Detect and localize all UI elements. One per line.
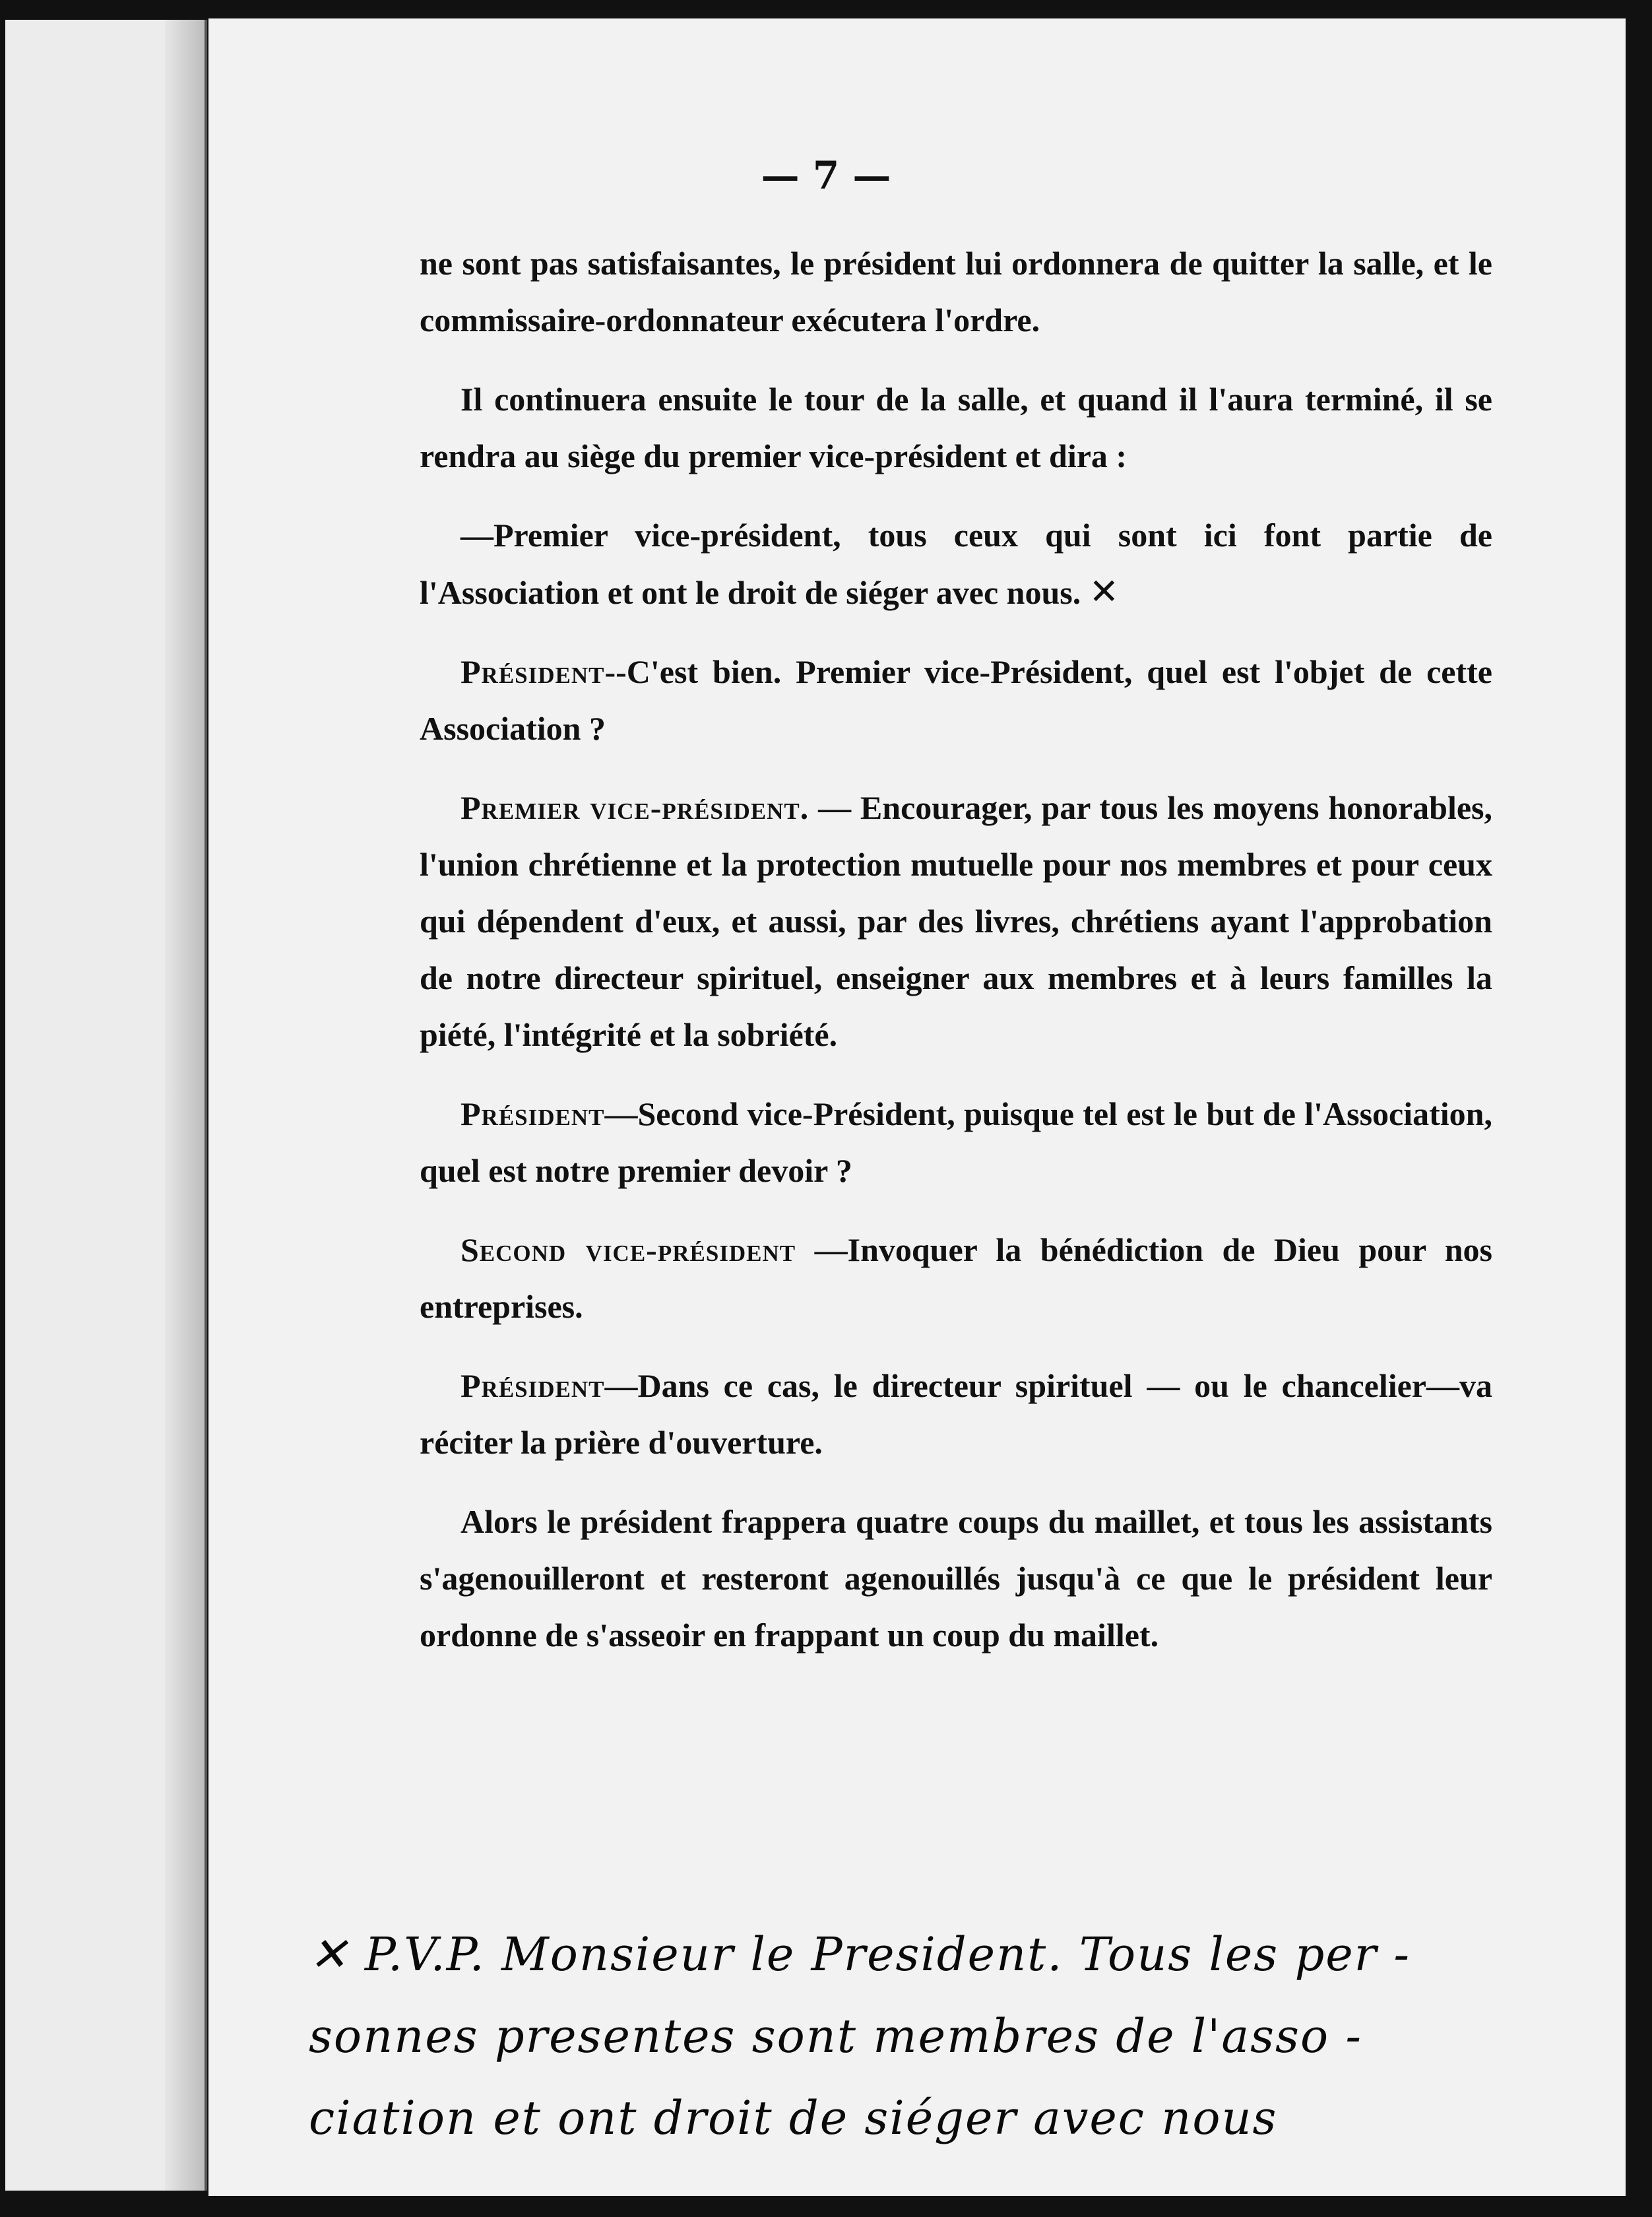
handwritten-note bbox=[309, 1913, 1549, 2159]
paragraph-3 bbox=[420, 507, 1492, 621]
handwritten-line: ✕ P.V.P. Monsieur le President. Tous les per - bbox=[309, 1927, 1411, 1981]
paragraph-text: — Encourager, par tous les moyens honorables, l'union chrétienne et la protection mutuelle pour nos membres et pour ceux qui dépendent d'eux, et aussi, par des livres, chrétiens ayant l'approbation de notre directeur spirituel, enseigner aux membres et à leurs familles la piété, l'intégrité et la sobriété. bbox=[420, 789, 1492, 1053]
paragraph-9 bbox=[420, 1493, 1492, 1663]
insertion-mark-icon: ✕ bbox=[1089, 571, 1119, 612]
paragraph-4 bbox=[420, 643, 1492, 757]
body-text bbox=[420, 235, 1492, 1686]
speaker-label: Président bbox=[461, 1367, 605, 1404]
paragraph-text: —Second vice-Président, puisque tel est le but de l'Association, quel est notre premier devoir ? bbox=[420, 1095, 1492, 1189]
paragraph-text: —Premier vice-président, tous ceux qui sont ici font partie de l'Association et ont le droit de siéger avec nous. bbox=[420, 517, 1492, 611]
speaker-label: Président bbox=[461, 653, 605, 690]
paragraph-2 bbox=[420, 371, 1492, 484]
paragraph-5 bbox=[420, 779, 1492, 1063]
paragraph-6 bbox=[420, 1085, 1492, 1199]
paragraph-text: ne sont pas satisfaisantes, le président lui ordonnera de quitter la salle, et le commissaire-ordonnateur exécutera l'ordre. bbox=[420, 245, 1492, 338]
paragraph-text: Alors le président frappera quatre coups du maillet, et tous les assistants s'agenouilleront et resteront agenouillés jusqu'à ce que le président leur ordonne de s'asseoir en frappant un coup du maillet. bbox=[420, 1503, 1492, 1654]
paragraph-7 bbox=[420, 1221, 1492, 1335]
paragraph-text: Il continuera ensuite le tour de la salle, et quand il l'aura terminé, il se rendra au siège du premier vice-président et dira : bbox=[420, 381, 1492, 474]
speaker-label: Premier vice-président. bbox=[461, 789, 810, 826]
page-number: — 7 — bbox=[761, 153, 891, 198]
paragraph-text: —Invoquer la bénédiction de Dieu pour nos entreprises. bbox=[420, 1231, 1492, 1325]
page-gutter bbox=[165, 20, 205, 2191]
paragraph-text: —Dans ce cas, le directeur spirituel — ou le chancelier—va réciter la prière d'ouverture. bbox=[420, 1367, 1492, 1461]
paragraph-8 bbox=[420, 1357, 1492, 1471]
right-scan-border bbox=[1626, 0, 1652, 2217]
paragraph-text: --C'est bien. Premier vice-Président, quel est l'objet de cette Association ? bbox=[420, 653, 1492, 747]
speaker-label: Second vice-président bbox=[461, 1231, 796, 1268]
speaker-label: Président bbox=[461, 1095, 605, 1132]
paragraph-1 bbox=[420, 235, 1492, 348]
handwritten-line: ciation et ont droit de siéger avec nous bbox=[309, 2091, 1278, 2145]
handwritten-line: sonnes presentes sont membres de l'asso - bbox=[309, 2009, 1363, 2063]
